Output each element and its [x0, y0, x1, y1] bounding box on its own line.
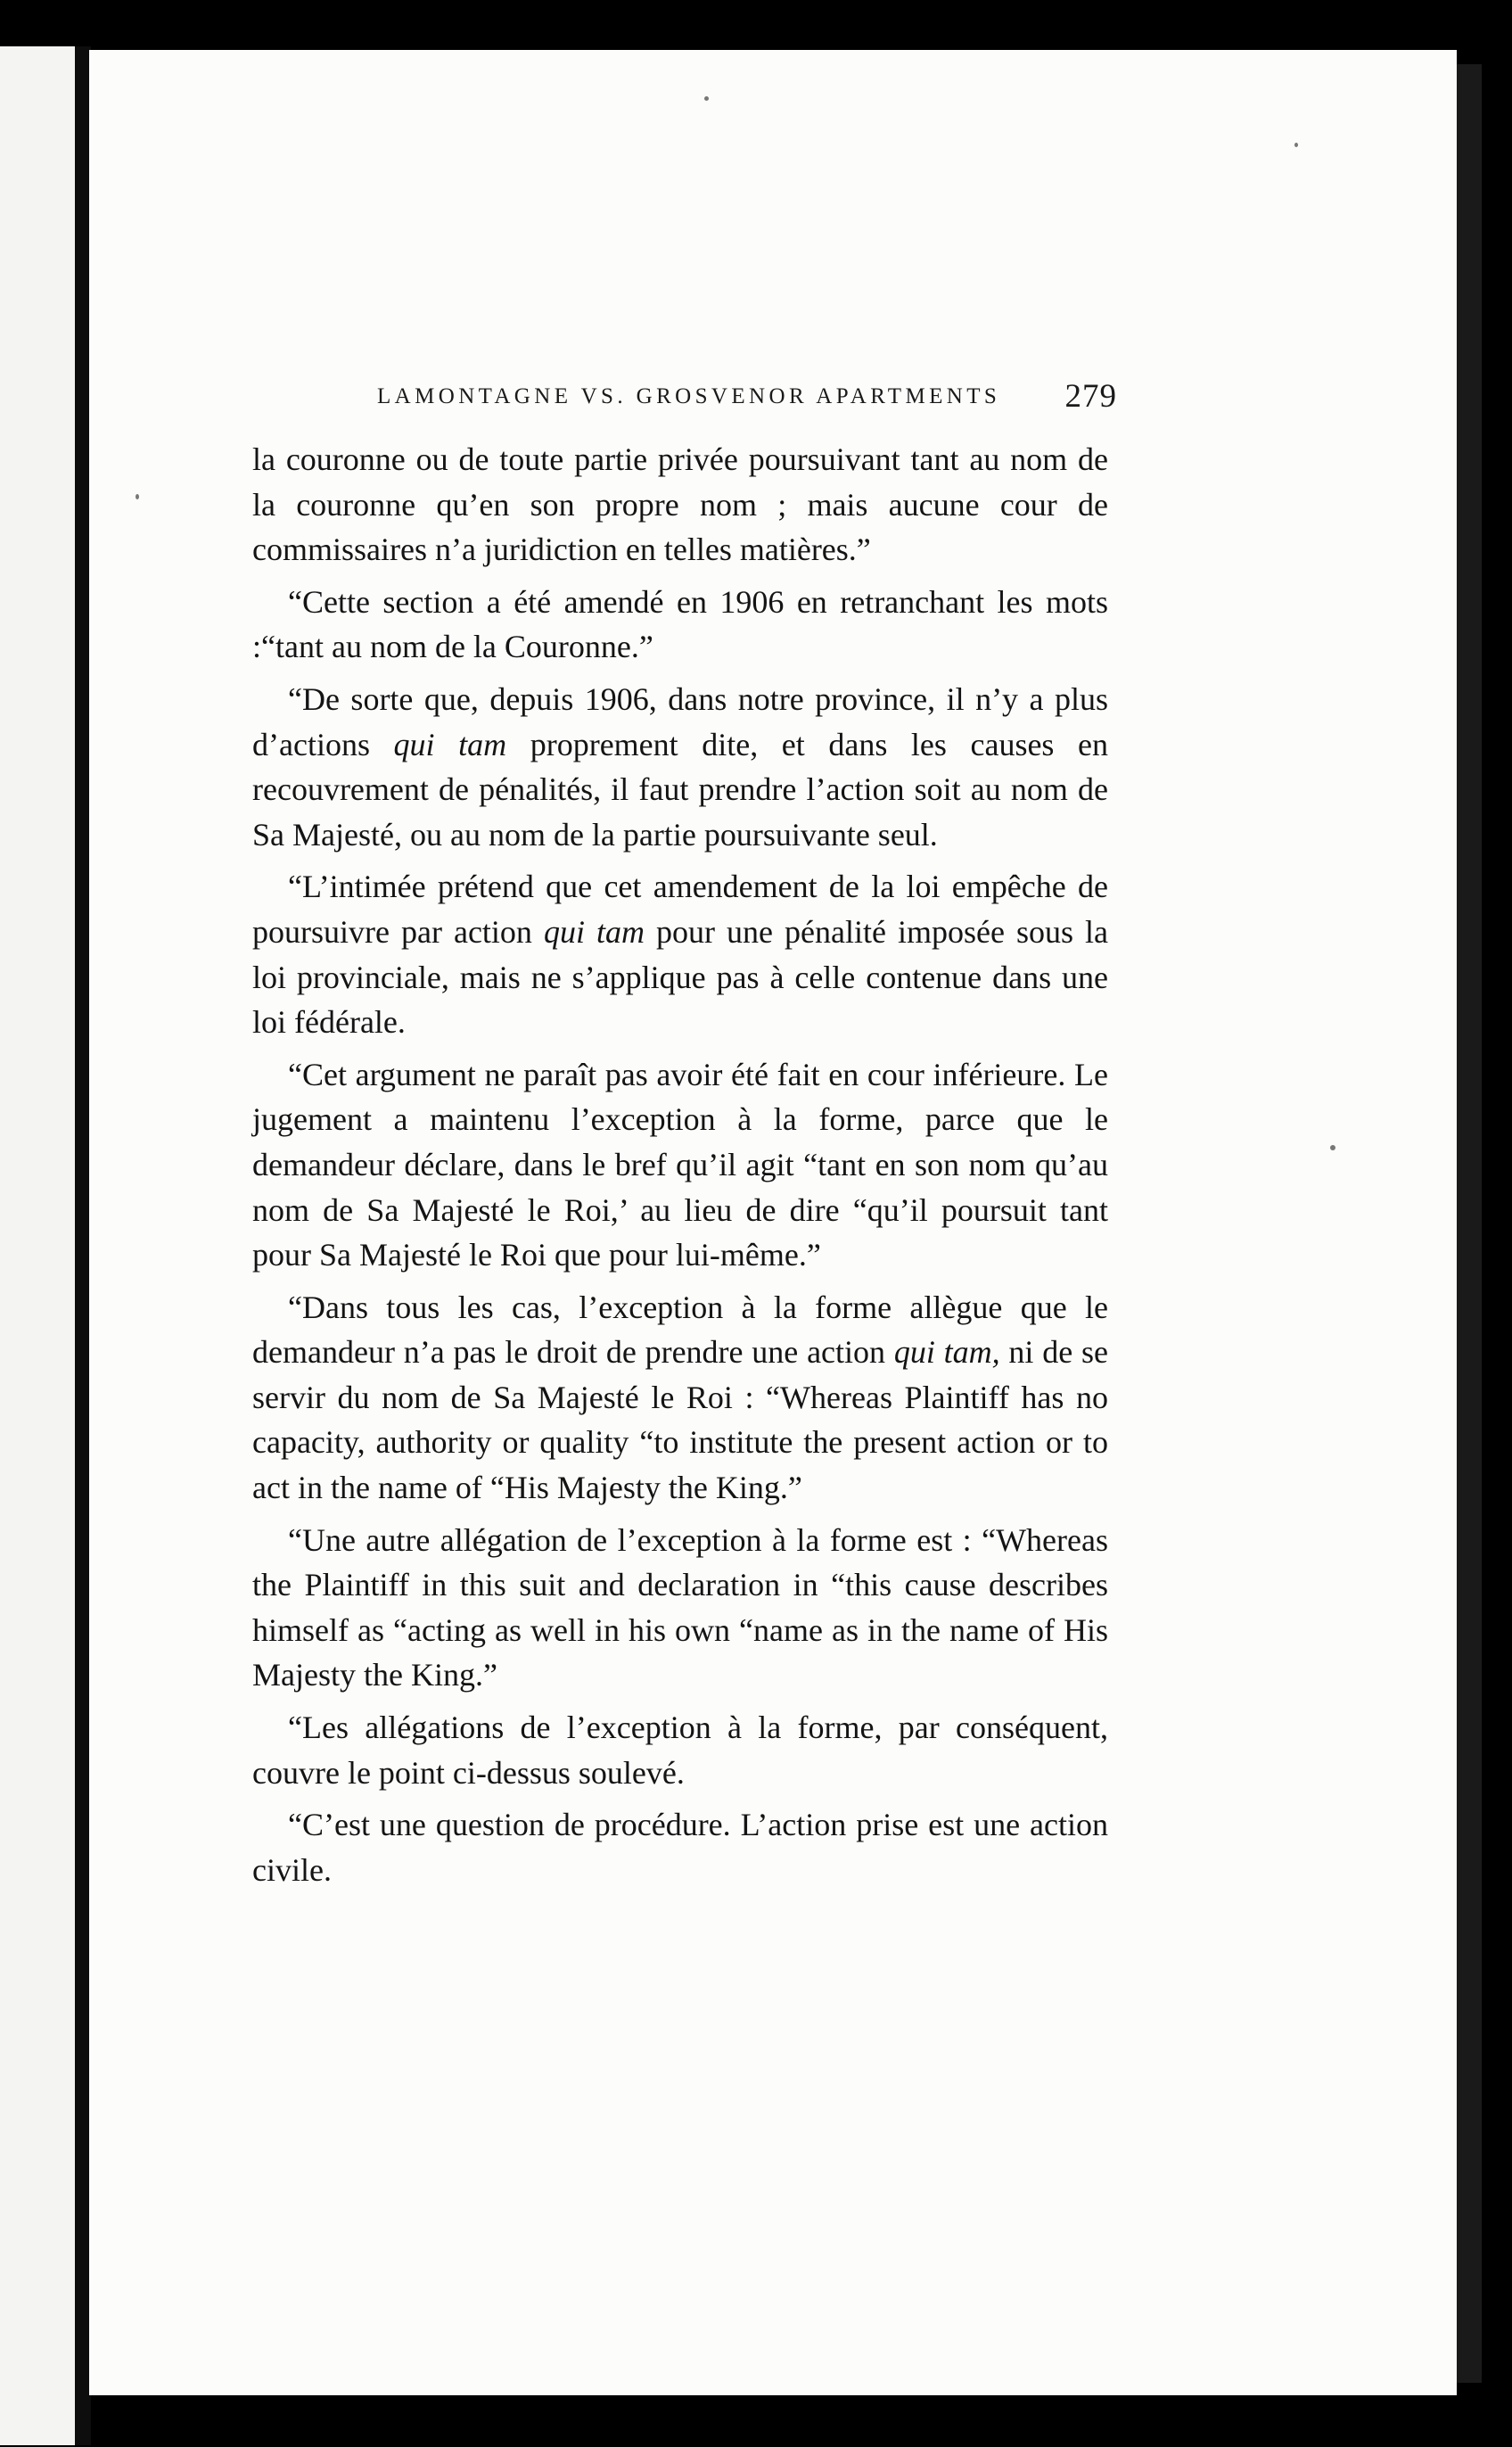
- paragraph: “Une autre allégation de l’exception à la forme est : “Whereas the Plaintiff in this suit and declaration in “this cause describes himself as “acting as well in his own “name as in the name of His Majesty the King.”: [252, 1521, 1108, 1693]
- page-body: [252, 437, 1108, 1899]
- paragraph-text: “L’intimée prétend que cet amendement de la loi empêche de poursuivre par action: [252, 869, 1108, 950]
- paragraph: [252, 864, 1108, 1044]
- paragraph: “C’est une question de procédure. L’action prise est une action civile.: [252, 1807, 1108, 1888]
- scan-speck: [704, 96, 709, 101]
- paragraph-text: pour une pénalité imposée sous la loi provinciale, mais ne s’applique pas à celle contenue dans une loi fédérale.: [252, 913, 1108, 1041]
- paragraph: “Cette section a été amendé en 1906 en retranchant les mots :“tant au nom de la Couronne.”: [252, 583, 1108, 665]
- running-title: LAMONTAGNE VS. GROSVENOR APARTMENTS: [377, 384, 1001, 408]
- paragraph-text: “Dans tous les cas, l’exception à la forme allègue que le demandeur n’a pas le droit de prendre une action: [252, 1289, 1108, 1371]
- italic-term: qui tam,: [893, 1334, 1000, 1371]
- paragraph: la couronne ou de toute partie privée poursuivant tant au nom de la couronne qu’en son propre nom ; mais aucune cour de commissaires n’a juridiction en telles matières.”: [252, 441, 1108, 568]
- running-header: [377, 377, 1117, 416]
- italic-term: qui tam: [543, 913, 645, 950]
- scan-speck: [136, 494, 139, 499]
- page-shadow-edge: [1455, 64, 1482, 2383]
- scan-speck: [1330, 1145, 1335, 1150]
- paragraph-text: “De sorte que, depuis 1906, dans notre province, il n’y a plus d’actions: [252, 680, 1108, 762]
- paragraph: “Cet argument ne paraît pas avoir été fait en cour inférieure. Le jugement a maintenu l’exception à la forme, parce que le demandeur déclare, dans le bref qu’il agit “tant en son nom qu’au nom de Sa Majesté le Roi,’ au lieu de dire “qu’il poursuit tant pour Sa Majesté le Roi que pour lui-même.”: [252, 1056, 1108, 1273]
- italic-term: qui tam: [393, 726, 507, 762]
- paragraph: [252, 1285, 1108, 1511]
- page-number: 279: [1064, 378, 1117, 415]
- paragraph-text: proprement dite, et dans les causes en recouvrement de pénalités, il faut prendre l’action soit au nom de Sa Majesté, ou au nom de la partie poursuivante seul.: [252, 726, 1108, 853]
- adjacent-page-edge: [0, 46, 75, 2445]
- paragraph: “Les allégations de l’exception à la forme, par conséquent, couvre le point ci-dessus soulevé.: [252, 1710, 1108, 1791]
- scan-speck: [1294, 143, 1298, 147]
- paragraph-text: ni de se servir du nom de Sa Majesté le Roi : “Whereas Plaintiff has no capacity, authority or quality “to institute the present action or to act in the name of “His Majesty the King.”: [252, 1334, 1108, 1506]
- paragraph: [252, 677, 1108, 857]
